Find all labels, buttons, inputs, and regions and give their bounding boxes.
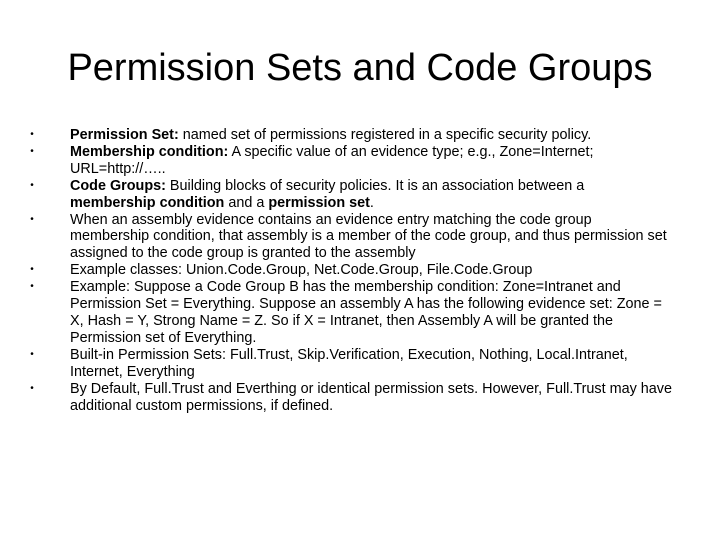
bullet-text: A specific value of an evidence type; e.g., Zone=Internet; URL=http://….. (70, 143, 594, 177)
bullet-text: By Default, Full.Trust and Everthing or identical permission sets. However, Full.Trust may have additional custom permissions, if defined. (70, 380, 672, 414)
bullet-list (22, 127, 672, 414)
bullet-item (22, 262, 672, 279)
bullet-dot-icon: • (30, 145, 34, 157)
bullet-dot-icon: • (30, 382, 34, 394)
bullet-dot-icon: • (30, 281, 34, 293)
bullet-text: and a (224, 194, 269, 211)
bullet-text: named set of permissions registered in a specific security policy. (178, 127, 592, 143)
bullet-dot-icon: • (30, 129, 34, 140)
bullet-item (22, 347, 672, 381)
bullet-text: Building blocks of security policies. It is an association between a (165, 177, 585, 194)
bullet-bold-text: permission set (268, 194, 370, 211)
bullet-item (22, 212, 672, 263)
bullet-dot-icon: • (30, 264, 34, 276)
bullet-dot-icon: • (30, 179, 34, 191)
bullet-bold-text: Code Groups: (70, 177, 166, 194)
bullet-bold-text: membership condition (70, 194, 225, 211)
bullet-text: When an assembly evidence contains an evidence entry matching the code group membership condition, that assembly is a member of the code group, and thus permission set assigned to the code group is granted to the assembly (70, 211, 667, 262)
bullet-text: . (369, 194, 374, 211)
bullet-item (22, 127, 672, 144)
bullet-item (22, 381, 672, 415)
bullet-item (22, 144, 672, 178)
bullet-bold-text: Membership condition: (70, 143, 229, 160)
bullet-item (22, 178, 672, 212)
bullet-text: Built-in Permission Sets: Full.Trust, Skip.Verification, Execution, Nothing, Local.Intranet, Internet, Everything (70, 346, 628, 380)
bullet-text: Example: Suppose a Code Group B has the membership condition: Zone=Intranet and Permission Set = Everything. Suppose an assembly A has the following evidence set: Zone = X, Hash = Y, Strong Name = Z. So if X = Intranet, then Assembly A will be granted the Permission set of Everything. (70, 279, 662, 346)
slide-title: Permission Sets and Code Groups (67, 47, 653, 89)
bullet-bold-text: Permission Set: (70, 127, 179, 143)
bullet-dot-icon: • (30, 213, 34, 225)
bullet-item (22, 279, 672, 347)
bullet-text: Example classes: Union.Code.Group, Net.Code.Group, File.Code.Group (70, 262, 533, 279)
bullet-dot-icon: • (30, 348, 34, 360)
